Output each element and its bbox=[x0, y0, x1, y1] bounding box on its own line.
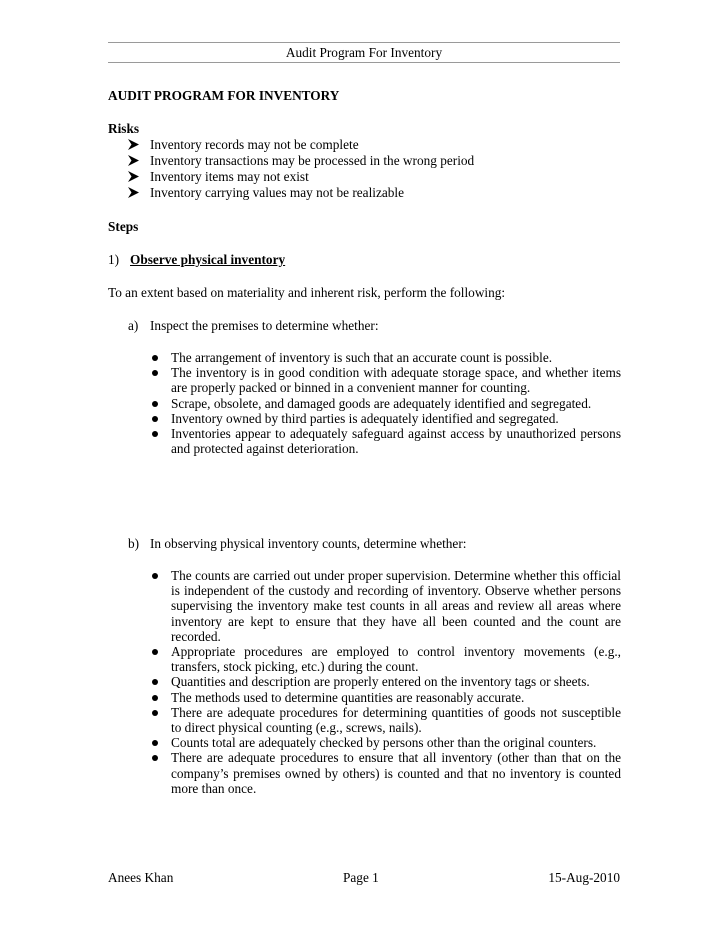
bullet-icon bbox=[152, 695, 158, 701]
arrow-bullet-icon bbox=[128, 171, 139, 182]
bullet-text: The inventory is in good condition with adequate storage space, and whether items are properly packed or binned in a convenient manner for counting. bbox=[171, 365, 621, 396]
bullet-text: Inventory owned by third parties is adequately identified and segregated. bbox=[171, 410, 559, 426]
header-title: Audit Program For Inventory bbox=[285, 45, 443, 60]
bullet-text: Counts total are adequately checked by persons other than the original counters. bbox=[171, 735, 597, 751]
list-item bbox=[171, 396, 621, 411]
bullet-icon bbox=[152, 710, 158, 716]
list-item bbox=[171, 411, 621, 426]
bullet-text: Inventories appear to adequately safeguard against access by unauthorized persons and protected against deterioration. bbox=[171, 426, 621, 457]
step-title: Observe physical inventory bbox=[130, 252, 286, 267]
steps-heading: Steps bbox=[108, 219, 139, 234]
list-item bbox=[171, 426, 621, 456]
bullet-text: The arrangement of inventory is such that an accurate count is possible. bbox=[171, 350, 553, 365]
bullet-text: There are adequate procedures for determining quantities of goods not susceptible to direct physical counting (e.g., screws, nails). bbox=[171, 704, 621, 736]
section-a-label: a) bbox=[128, 318, 139, 333]
bullet-icon bbox=[152, 416, 158, 422]
bullet-text: The counts are carried out under proper supervision. Determine whether this official is independent of the custody and recording of inventory. Observe whether persons supervising the inventory make test counts in all areas and review all areas where inventory are kept to ensure that they have all been counted and the count are recorded. bbox=[171, 568, 621, 644]
section-b-text: In observing physical inventory counts, determine whether: bbox=[150, 536, 467, 551]
bullet-text: There are adequate procedures to ensure that all inventory (other than that on the company’s premises owned by others) is counted and that no inventory is counted more than once. bbox=[171, 750, 621, 796]
list-item bbox=[171, 735, 621, 750]
bullet-text: The methods used to determine quantities are reasonably accurate. bbox=[171, 689, 525, 705]
section-b-bullets bbox=[171, 568, 621, 796]
bullet-icon bbox=[152, 740, 158, 746]
arrow-bullet-icon bbox=[128, 155, 139, 166]
bullet-icon bbox=[152, 573, 158, 579]
footer-page: Page 1 bbox=[343, 870, 379, 885]
bullet-icon bbox=[152, 755, 158, 761]
footer-author: Anees Khan bbox=[108, 870, 174, 885]
risk-text: Inventory items may not exist bbox=[150, 169, 309, 184]
step-number: 1) bbox=[108, 252, 120, 267]
bullet-icon bbox=[152, 431, 158, 437]
document-title: AUDIT PROGRAM FOR INVENTORY bbox=[108, 88, 340, 103]
list-item bbox=[171, 644, 621, 674]
list-item bbox=[171, 350, 621, 365]
arrow-bullet-icon bbox=[128, 139, 139, 150]
risk-text: Inventory records may not be complete bbox=[150, 137, 359, 152]
header-rule-bottom bbox=[108, 62, 620, 63]
section-b-label: b) bbox=[128, 536, 140, 551]
list-item bbox=[171, 674, 621, 689]
section-a-bullets bbox=[171, 350, 621, 456]
bullet-icon bbox=[152, 679, 158, 685]
bullet-text: Scrape, obsolete, and damaged goods are adequately identified and segregated. bbox=[171, 395, 592, 411]
risks-heading: Risks bbox=[108, 121, 140, 136]
risk-text: Inventory transactions may be processed in the wrong period bbox=[150, 153, 475, 168]
bullet-icon bbox=[152, 370, 158, 376]
bullet-icon bbox=[152, 401, 158, 407]
step-intro: To an extent based on materiality and inherent risk, perform the following: bbox=[108, 285, 506, 300]
bullet-text: Quantities and description are properly entered on the inventory tags or sheets. bbox=[171, 674, 590, 690]
list-item bbox=[171, 750, 621, 796]
header-rule-top bbox=[108, 42, 620, 43]
list-item bbox=[171, 568, 621, 644]
footer-date: 15-Aug-2010 bbox=[548, 870, 620, 885]
arrow-bullet-icon bbox=[128, 187, 139, 198]
bullet-icon bbox=[152, 355, 158, 361]
list-item bbox=[171, 690, 621, 705]
risk-text: Inventory carrying values may not be realizable bbox=[150, 185, 405, 200]
list-item bbox=[171, 705, 621, 735]
bullet-icon bbox=[152, 649, 158, 655]
list-item bbox=[171, 365, 621, 395]
section-a-text: Inspect the premises to determine whether: bbox=[150, 318, 379, 333]
bullet-text: Appropriate procedures are employed to control inventory movements (e.g., transfers, stock picking, etc.) during the count. bbox=[171, 644, 621, 675]
